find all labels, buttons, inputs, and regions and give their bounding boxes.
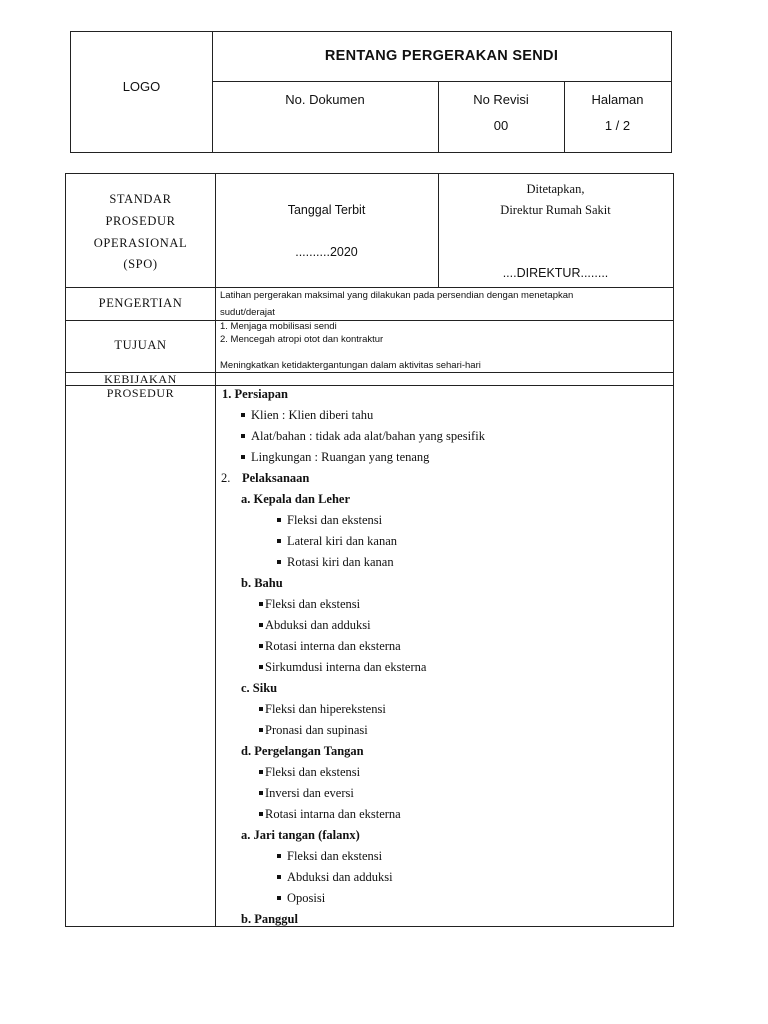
spo-label-line: STANDAR — [109, 192, 172, 206]
pengertian-text-line: sudut/derajat — [220, 307, 275, 318]
document-title: RENTANG PERGERAKAN SENDI — [324, 48, 559, 64]
prosedur-label: PROSEDUR — [106, 386, 175, 400]
list-item: Fleksi dan ekstensi — [259, 597, 360, 612]
bullet-square-icon — [277, 518, 281, 522]
revision-label: No Revisi — [473, 92, 529, 107]
list-item: Fleksi dan ekstensi — [277, 513, 382, 528]
section-heading: Pelaksanaan — [242, 471, 310, 485]
doc-number-label: No. Dokumen — [285, 92, 365, 107]
kebijakan-label: KEBIJAKAN — [104, 372, 177, 386]
list-item: Rotasi interna dan eksterna — [259, 639, 401, 654]
header-divider — [212, 81, 671, 82]
subsection-heading: a. Kepala dan Leher — [241, 492, 351, 506]
bullet-square-icon — [259, 728, 263, 732]
list-item: Klien : Klien diberi tahu — [241, 408, 373, 423]
tujuan-item: 2. Mencegah atropi otot dan kontraktur — [220, 334, 384, 345]
list-item: Fleksi dan hiperekstensi — [259, 702, 386, 717]
list-item: Rotasi intarna dan eksterna — [259, 807, 401, 822]
pengertian-label: PENGERTIAN — [98, 296, 183, 310]
list-item: Alat/bahan : tidak ada alat/bahan yang spesifik — [241, 429, 485, 444]
document-header-table — [70, 31, 672, 153]
revision-value: 00 — [493, 118, 509, 133]
subsection-heading: a. Jari tangan (falanx) — [241, 828, 360, 842]
list-item: Abduksi dan adduksi — [277, 870, 393, 885]
subsection-heading: b. Bahu — [241, 576, 283, 590]
list-item: Abduksi dan adduksi — [259, 618, 371, 633]
page-value: 1 / 2 — [604, 118, 631, 133]
bullet-square-icon — [277, 854, 281, 858]
pengertian-text-line: Latihan pergerakan maksimal yang dilakukan pada persendian dengan menetapkan — [220, 290, 574, 301]
list-item: Lingkungan : Ruangan yang tenang — [241, 450, 429, 465]
bullet-square-icon — [259, 707, 263, 711]
list-item: Rotasi kiri dan kanan — [277, 555, 394, 570]
bullet-square-icon — [259, 602, 263, 606]
bullet-square-icon — [259, 812, 263, 816]
subsection-heading: b. Panggul — [241, 912, 298, 926]
row-divider — [66, 320, 673, 321]
bullet-square-icon — [277, 560, 281, 564]
bullet-square-icon — [259, 644, 263, 648]
list-item: Oposisi — [277, 891, 325, 906]
bullet-square-icon — [259, 623, 263, 627]
director-name: ....DIREKTUR........ — [502, 266, 609, 280]
list-item: Pronasi dan supinasi — [259, 723, 368, 738]
issue-date-label: Tanggal Terbit — [287, 203, 366, 217]
tujuan-extra: Meningkatkan ketidaktergantungan dalam aktivitas sehari-hari — [220, 360, 481, 371]
subsection-heading: d. Pergelangan Tangan — [241, 744, 364, 758]
tujuan-label: TUJUAN — [114, 338, 167, 352]
section-heading: 1. Persiapan — [222, 387, 288, 401]
list-item: Lateral kiri dan kanan — [277, 534, 397, 549]
bullet-square-icon — [241, 455, 245, 459]
bullet-square-icon — [259, 770, 263, 774]
list-item: Sirkumdusi interna dan eksterna — [259, 660, 426, 675]
page-label: Halaman — [591, 92, 644, 107]
list-item: Inversi dan eversi — [259, 786, 354, 801]
row-divider — [66, 287, 673, 288]
logo-placeholder: LOGO — [122, 79, 161, 94]
spo-label-line: PROSEDUR — [105, 214, 176, 228]
section-number: 2. — [221, 471, 231, 485]
tujuan-item: 1. Menjaga mobilisasi sendi — [220, 321, 337, 332]
bullet-square-icon — [259, 791, 263, 795]
list-item: Fleksi dan ekstensi — [259, 765, 360, 780]
bullet-square-icon — [277, 539, 281, 543]
approval-label: Ditetapkan, — [526, 182, 585, 196]
bullet-square-icon — [241, 434, 245, 438]
spo-label-line: (SPO) — [123, 257, 158, 271]
bullet-square-icon — [259, 665, 263, 669]
issue-date-value: ..........2020 — [295, 245, 358, 259]
bullet-square-icon — [277, 875, 281, 879]
list-item: Fleksi dan ekstensi — [277, 849, 382, 864]
director-title: Direktur Rumah Sakit — [500, 203, 611, 217]
bullet-square-icon — [241, 413, 245, 417]
spo-label-line: OPERASIONAL — [93, 236, 188, 250]
spo-table — [65, 173, 674, 927]
subsection-heading: c. Siku — [241, 681, 278, 695]
bullet-square-icon — [277, 896, 281, 900]
